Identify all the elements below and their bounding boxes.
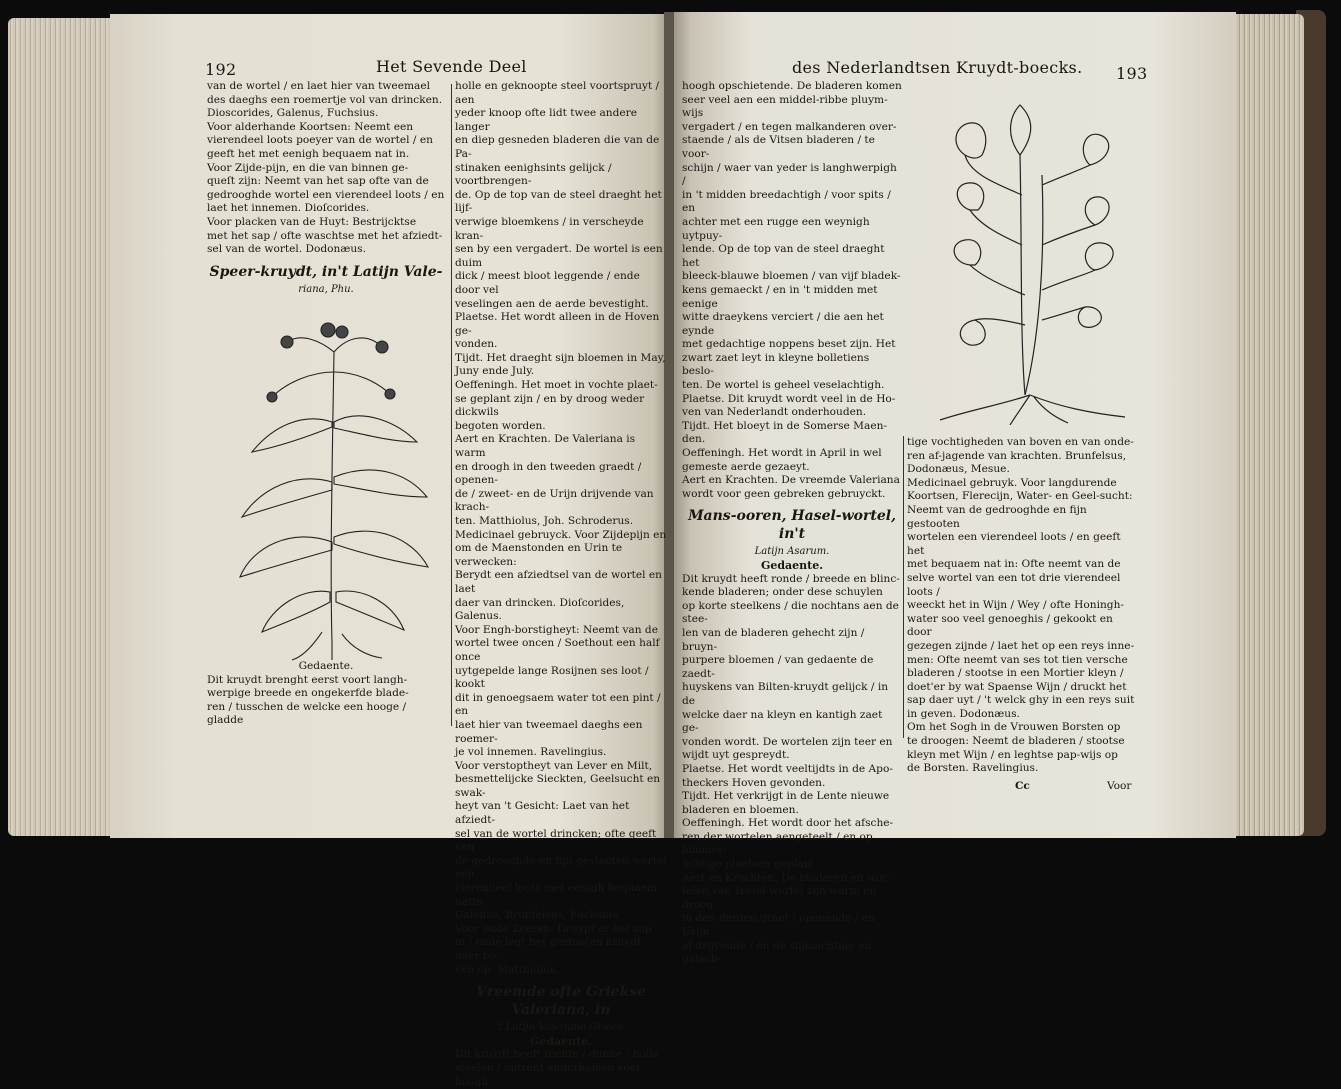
text-line: zwart zaet leyt in kleyne bolletiens beslo- bbox=[682, 351, 870, 378]
text-line: sel van de wortel drincken; ofte geeft van bbox=[455, 827, 657, 854]
text-line: holle en geknoopte steel voortspruyt / aen bbox=[455, 80, 660, 106]
text-line: se geplant zijn / en by droog weder dickwils bbox=[455, 392, 645, 419]
text-line: geeft het met eenigh bequaem nat in. bbox=[207, 147, 410, 160]
text-line: met gedachtige noppens beset zijn. Het bbox=[682, 338, 896, 351]
text-line: steelen / ontrent anderhalven voet bbox=[455, 1061, 641, 1074]
right-col1 bbox=[682, 80, 902, 967]
text-line: laet hier van tweemael daeghs een roemer- bbox=[455, 718, 643, 745]
text-line: bleeck-blauwe bloemen / van vijf bladek- bbox=[682, 270, 901, 283]
text-line: te droogen: Neemt de bladeren / stootse bbox=[907, 735, 1125, 748]
text-line: den. bbox=[682, 433, 706, 446]
text-line: telen van Hasel-wortel zijn warm en droog bbox=[682, 885, 877, 911]
right-page-number: 193 bbox=[1116, 64, 1148, 83]
text-line: stinaken eenighsints gelijck / voortbrengen- bbox=[455, 161, 612, 188]
text-line: sel van de wortel. Dodonæus. bbox=[207, 243, 366, 256]
mans-ooren-heading: Mans-ooren, Hasel-wortel, in't bbox=[688, 508, 896, 543]
text-line: tige vochtigheden van boven en van onde- bbox=[907, 436, 1134, 448]
signature-mark: Cc bbox=[1015, 779, 1030, 792]
text-line: uytgepelde lange Rosijnen ses loot / kookt bbox=[455, 664, 649, 691]
text-line: yeder knoop ofte lidt twee andere langer bbox=[455, 107, 638, 133]
text-line: van de wortel / en laet hier van tweemael bbox=[207, 80, 430, 92]
text-line: kens gemaeckt / en in 't midden met eenige bbox=[682, 283, 878, 310]
text-line: gedrooghde wortel een vierendeel loots / en bbox=[207, 188, 445, 201]
text-line: Oeffeningh. Het wordt in April in wel bbox=[682, 447, 882, 460]
text-line: je vol innemen. Ravelingius. bbox=[455, 746, 607, 759]
text-line: vierendeel loots met eenigh bequaem natte. bbox=[455, 882, 658, 908]
text-line: met het sap / ofte waschtse met het afziedt- bbox=[207, 229, 443, 242]
text-line: heyt van 't Gesicht: Laet van het afziedt- bbox=[455, 800, 630, 827]
text-line: dit in genoegsaem water tot een pint / en bbox=[455, 691, 661, 718]
right-col2 bbox=[907, 436, 1139, 796]
speer-kruydt-subheading: riana, Phu. bbox=[298, 283, 354, 295]
text-line: laet het innemen. Dioſcorides. bbox=[207, 202, 370, 215]
text-line: Voor placken van de Huyt: Bestrijcktse bbox=[207, 215, 417, 228]
text-line: daer van drincken. Dioſcorides, Galenus. bbox=[455, 596, 625, 623]
text-line: Aert en Krachten. De vreemde Valeriana bbox=[682, 474, 900, 487]
text-line: Dioscorides, Galenus, Fuchsius. bbox=[207, 107, 379, 120]
text-line: in geven. Dodonæus. bbox=[907, 707, 1020, 720]
text-line: kende bladeren; onder dese schuylen bbox=[682, 586, 883, 599]
text-line: Medicinael gebruyck. Voor Zijdepijn en bbox=[455, 528, 667, 541]
text-line: vonden wordt. De wortelen zijn teer en bbox=[682, 735, 893, 748]
text-line: gemeste aerde gezaeyt. bbox=[682, 460, 810, 473]
left-col1-bottom bbox=[207, 660, 445, 728]
text-line: bladeren / stootse in een Mortier kleyn / bbox=[907, 667, 1124, 680]
text-line: Tijdt. Het bloeyt in de Somerse Maen- bbox=[682, 419, 887, 432]
text-line: doet'er by wat Spaense Wijn / druckt het bbox=[907, 680, 1127, 693]
text-line: welcke daer na kleyn en kantigh zaet ge- bbox=[682, 708, 883, 735]
text-line: besmettelijcke Sieckten, Geelsucht en swak- bbox=[455, 773, 661, 799]
text-line: bladeren en bloemen. bbox=[682, 803, 799, 816]
left-page-number: 192 bbox=[205, 60, 237, 79]
text-line: selve wortel van een tot drie vierendeel loots / bbox=[907, 571, 1121, 598]
text-line: Oeffeningh. Het moet in vochte plaet- bbox=[455, 379, 658, 392]
text-line: werpige breede en ongekerfde blade- bbox=[207, 687, 409, 700]
gedaente-caption-2: Gedaente. bbox=[529, 1034, 593, 1048]
text-line: Plaetse. Het wordt alleen in de Hoven ge- bbox=[455, 311, 660, 337]
valeriana-plant-illustration bbox=[232, 312, 432, 662]
text-line: ren / tusschen de welcke een hooge / gladde bbox=[207, 700, 407, 727]
right-running-head: des Nederlandtsen Kruydt-boecks. bbox=[792, 58, 1083, 77]
text-line: weeckt het in Wijn / Wey / ofte Honingh- bbox=[907, 599, 1124, 612]
text-line: wortelen een vierendeel loots / en geeft het bbox=[907, 531, 1121, 557]
text-line: lende. Op de top van de steel draeght het bbox=[682, 243, 885, 269]
text-line: Aert en Krachten. De Valeriana is warm bbox=[455, 433, 636, 460]
text-line: water soo veel genoeghis / gekookt en door bbox=[907, 612, 1113, 639]
text-line: Dit kruydt heeft ronde / breede en blinc- bbox=[682, 572, 900, 585]
text-line: Koortsen, Flerecijn, Water- en Geel-sucht: bbox=[907, 490, 1133, 503]
text-line: de. Op de top van de steel draeght het lijf- bbox=[455, 188, 662, 215]
text-line: Dit kruydt heeft rechte / dunne / holle bbox=[455, 1048, 660, 1061]
text-line: vonden. bbox=[455, 338, 498, 351]
text-line: verwige bloemkens / in verscheyde kran- bbox=[455, 215, 644, 242]
text-line: Voor Engh-borstigheyt: Neemt van de bbox=[455, 623, 658, 636]
text-line: ten. De wortel is geheel veselachtigh. bbox=[682, 379, 885, 392]
text-line: vierendeel loots poeyer van de wortel / en bbox=[207, 134, 433, 147]
text-line: Voor Zijde-pijn, en die van binnen ge- bbox=[207, 161, 409, 174]
text-line: ven van Nederlandt onderhouden. bbox=[682, 406, 867, 419]
page-edges-right bbox=[1232, 14, 1304, 836]
text-line: Aert en Krachten. De bladeren en wor- bbox=[682, 871, 891, 884]
text-line: in den derden graet / openende / en Urijn bbox=[682, 912, 875, 939]
left-col2 bbox=[455, 80, 667, 1089]
text-line: de Borsten. Ravelingius. bbox=[907, 762, 1039, 775]
text-line: de / zweet- en de Urijn drijvende van krach- bbox=[455, 487, 654, 514]
text-line: Berydt een afziedtsel van de wortel en laet bbox=[455, 569, 663, 595]
text-line: Voor oude Zeeren: Druypt'er het sap bbox=[455, 922, 652, 935]
text-line: op korte steelkens / die nochtans aen de stee- bbox=[682, 599, 899, 626]
mans-ooren-subheading: Latijn Asarum. bbox=[754, 546, 830, 558]
text-line: sap daer uyt / 't welck ghy in een reys suit bbox=[907, 694, 1135, 707]
text-line: begoten worden. bbox=[455, 419, 546, 432]
text-line: Dit kruydt brenght eerst voort langh- bbox=[207, 673, 408, 686]
text-line: kleyn met Wijn / en leghtse pap-wijs op bbox=[907, 748, 1118, 761]
catchword: Voor bbox=[1107, 779, 1132, 792]
text-line: ren af-jagende van krachten. Brunfelsus, bbox=[907, 449, 1127, 462]
text-line: achter met een rugge een weynigh uytpuy- bbox=[682, 215, 870, 242]
text-line: Voor verstoptheyt van Lever en Milt, bbox=[455, 759, 653, 772]
text-line: witte draeykens verciert / die aen het eynde bbox=[682, 311, 884, 337]
text-line: Plaetse. Dit kruydt wordt veel in de Ho- bbox=[682, 392, 896, 405]
text-line: gezegen zijnde / laet het op een reys inne- bbox=[907, 639, 1135, 652]
left-column-rule bbox=[451, 84, 452, 726]
gedaente-caption-3: Gedaente. bbox=[760, 559, 824, 572]
text-line: len van de bladeren gehecht zijn / bruyn- bbox=[682, 626, 865, 653]
text-line: huyskens van Bilten-kruydt gelijck / in de bbox=[682, 681, 889, 707]
text-line: in / ende legt het gestooten kruydt daer bo- bbox=[455, 936, 642, 962]
text-line: sen by een vergadert. De wortel is een duim bbox=[455, 243, 663, 269]
text-line: Galenus, Brunfelsus, Fuchsius. bbox=[455, 909, 622, 922]
left-col1 bbox=[207, 80, 445, 296]
text-line: veselingen aen de aerde bevestight. bbox=[455, 297, 649, 310]
vreemde-valeriana-subheading: 't Latijn Valeriana Græca. bbox=[495, 1022, 627, 1034]
text-line: en diep gesneden bladeren die van de Pa- bbox=[455, 134, 660, 160]
text-line: Dodonæus, Mesue. bbox=[907, 463, 1010, 476]
text-line: Juny ende July. bbox=[455, 365, 535, 378]
text-line: Oeffeningh. Het wordt door het afsche- bbox=[682, 817, 894, 830]
text-line: Om het Sogh in de Vrouwen Borsten op bbox=[907, 721, 1121, 734]
text-line: Neemt van de gedrooghde en fijn gestooten bbox=[907, 503, 1087, 530]
text-line: vergadert / en tegen malkanderen over- bbox=[682, 120, 897, 133]
text-line: schijn / waer van yeder is langhwerpigh / bbox=[682, 161, 897, 188]
text-line: om de Maenstonden en Urin te verwecken: bbox=[455, 542, 623, 568]
speer-kruydt-heading: Speer-kruydt, in't Latijn Vale- bbox=[209, 263, 443, 280]
text-line: wijdt uyt gespreydt. bbox=[682, 749, 790, 762]
text-line: ven op. Matthiolus. bbox=[455, 963, 559, 976]
text-line: seer veel aen een middel-ribbe pluym-wijs bbox=[682, 93, 888, 120]
text-line: Medicinael gebruyk. Voor langdurende bbox=[907, 476, 1117, 489]
left-running-head: Het Sevende Deel bbox=[376, 57, 527, 76]
text-line: wortel twee oncen / Soethout een half once bbox=[455, 637, 660, 663]
text-line: achtige plaetsen geplant. bbox=[682, 858, 819, 871]
text-line: des daeghs een roemertje vol van drincken. bbox=[207, 93, 443, 106]
right-column-rule bbox=[903, 436, 904, 738]
text-line: purpere bloemen / van gedaente de zaedt- bbox=[682, 654, 874, 680]
text-line: ten. Matthiolus, Joh. Schroderus. bbox=[455, 515, 634, 527]
text-line: de gedrooghde en fijn gestooten wortel een bbox=[455, 854, 667, 881]
text-line: ren der wortelen aengeteelt / en op lommer- bbox=[682, 830, 873, 857]
text-line: hoogh opschietende. De bladeren komen bbox=[682, 80, 902, 92]
text-line: Tijdt. Het draeght sijn bloemen in May, bbox=[455, 351, 666, 364]
vreemde-valeriana-heading: Vreemde ofte Griekse Valeriana, in bbox=[475, 984, 647, 1019]
text-line: dick / meest bloot leggende / ende door vel bbox=[455, 270, 640, 296]
text-line: in 't midden breedachtigh / voor spits / en bbox=[682, 188, 891, 215]
text-line: af-drijvende / en de slijmachtige en galach- bbox=[682, 939, 872, 966]
text-line: queſt zijn: Neemt van het sap ofte van de bbox=[207, 175, 429, 188]
text-line: wordt voor geen gebreken gebruyckt. bbox=[682, 487, 886, 500]
text-line: Plaetse. Het wordt veeltijdts in de Apo- bbox=[682, 762, 893, 775]
text-line: met bequaem nat in: Ofte neemt van de bbox=[907, 558, 1121, 571]
text-line: staende / als de Vitsen bladeren / te voor- bbox=[682, 134, 875, 160]
asarum-plant-illustration bbox=[930, 95, 1130, 425]
text-line: en droogh in den tweeden graedt / openen- bbox=[455, 460, 642, 487]
text-line: men: Ofte neemt van ses tot tien versche bbox=[907, 653, 1128, 666]
text-line: Voor alderhande Koortsen: Neemt een bbox=[207, 120, 414, 133]
text-line: Tijdt. Het verkrijgt in de Lente nieuwe bbox=[682, 790, 890, 803]
page-edges-left bbox=[8, 18, 112, 836]
text-line: theckers Hoven gevonden. bbox=[682, 776, 826, 789]
gedaente-caption-1: Gedaente. bbox=[298, 660, 354, 672]
text-line: hoogh bbox=[455, 1075, 489, 1088]
